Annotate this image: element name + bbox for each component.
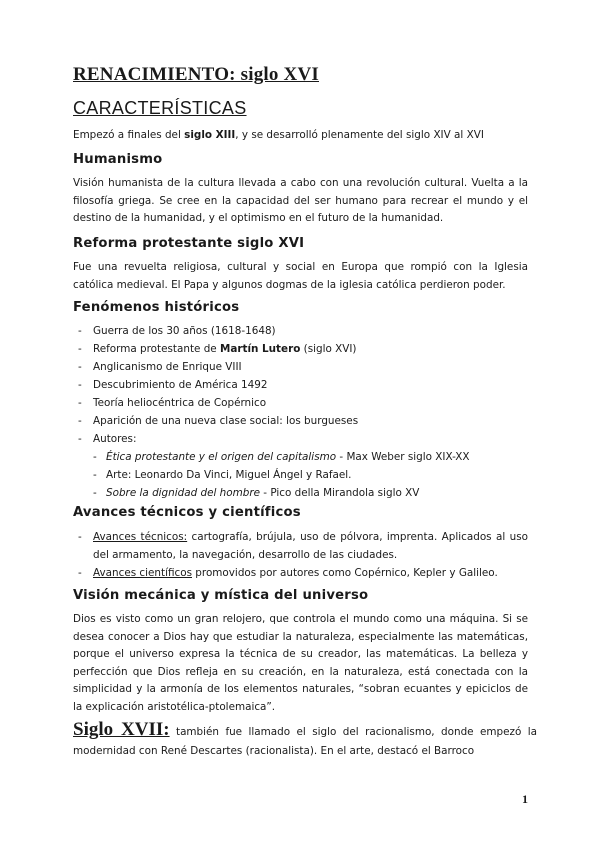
siglo-xvii-label: Siglo XVII: (73, 719, 170, 740)
list-item: - Avances técnicos: cartografía, brújula, uso de pólvora, imprenta. Aplicados al uso del armamento, la navegación, desarrollo de las ciudades. (73, 528, 528, 564)
heading-humanismo: Humanismo (73, 152, 163, 167)
list-item: - Descubrimiento de América 1492 (73, 376, 533, 394)
list-item: - Autores: - Ética protestante y el origen del capitalismo - Max Weber siglo XIX-XX - Arte: Leonardo Da Vinci, Miguel Ángel y Rafael. - Sobre la dignidad del hombre - Pico della Mirandola siglo XV (73, 430, 533, 502)
avances-list (73, 528, 528, 582)
intro-bold-term: siglo XIII (184, 129, 236, 141)
list-item: - Avances científicos promovidos por autores como Copérnico, Kepler y Galileo. (73, 564, 528, 582)
humanismo-paragraph: Visión humanista de la cultura llevada a cabo con una revolución cultural. Vuelta a la filosofía griega. Se cree en la capacidad del ser humano para recrear el mundo y el destino de la humanidad, y el optimismo en el futuro de la humanidad. (73, 177, 528, 224)
siglo-xvii-paragraph: Siglo XVII: también fue llamado el siglo del racionalismo, donde empezó la modernidad con René Descartes (racionalista). En el arte, destacó el Barroco (73, 719, 537, 757)
sublist-item: - Ética protestante y el origen del capitalismo - Max Weber siglo XIX-XX (93, 448, 533, 466)
list-item: - Reforma protestante de Martín Lutero (siglo XVI) (73, 340, 533, 358)
document-title: RENACIMIENTO: siglo XVI (73, 64, 319, 85)
list-item: - Aparición de una nueva clase social: los burgueses (73, 412, 533, 430)
sublist-item: - Sobre la dignidad del hombre - Pico della Mirandola siglo XV (93, 484, 533, 502)
autores-sublist (93, 448, 533, 502)
intro-paragraph: Empezó a finales del siglo XIII, y se desarrolló plenamente del siglo XIV al XVI (73, 129, 484, 141)
list-item: - Guerra de los 30 años (1618-1648) (73, 322, 533, 340)
reforma-paragraph: Fue una revuelta religiosa, cultural y social en Europa que rompió con la Iglesia católica medieval. El Papa y algunos dogmas de la iglesia católica perdieron poder. (73, 261, 528, 291)
fenomenos-list (73, 322, 533, 502)
heading-reforma: Reforma protestante siglo XVI (73, 236, 305, 251)
sublist-item: - Arte: Leonardo Da Vinci, Miguel Ángel y Rafael. (93, 466, 533, 484)
page-number: 1 (522, 792, 528, 806)
list-item: - Teoría heliocéntrica de Copérnico (73, 394, 533, 412)
heading-vision: Visión mecánica y mística del universo (73, 588, 369, 603)
section-heading-caracteristicas: CARACTERÍSTICAS (73, 98, 247, 118)
heading-avances: Avances técnicos y científicos (73, 505, 301, 520)
list-item: - Anglicanismo de Enrique VIII (73, 358, 533, 376)
vision-paragraph: Dios es visto como un gran relojero, que controla el mundo como una máquina. Si se desea conocer a Dios hay que estudiar la naturaleza, especialmente las matemáticas, porque el universo expresa la técnica de su creador, las matemáticas. La belleza y perfección que Dios refleja en su creación, en la naturaleza, está conectada con la simplicidad y la armonía de los elementos naturales, “sobran ecuantes y epiciclos de la explicación aristotélica-ptolemaica”. (73, 613, 528, 713)
heading-fenomenos: Fenómenos históricos (73, 300, 240, 315)
